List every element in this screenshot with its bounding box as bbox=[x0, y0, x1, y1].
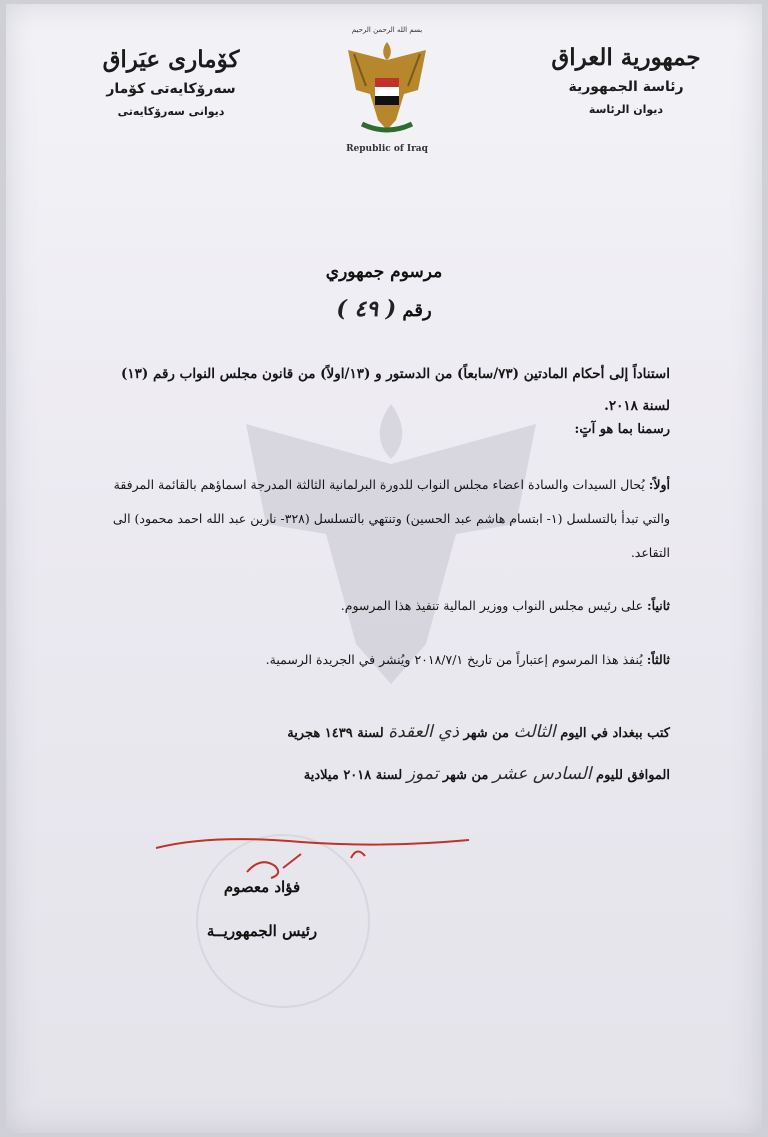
issued-year-hijri: لسنة ١٤٣٩ هجرية bbox=[287, 726, 384, 741]
legal-basis-paragraph: استناداً إلى أحكام المادتين (٧٣/سابعاً) من الدستور و (١٣/اولاً) من قانون مجلس النواب رقم (١٣) لسنة ٢٠١٨. bbox=[121, 366, 670, 414]
clause-first-label: أولاً: bbox=[648, 477, 670, 492]
document-page bbox=[6, 4, 762, 1133]
decree-intro: رسمنا بما هو آتٍ: bbox=[574, 422, 670, 437]
issued-year-gregorian: لسنة ٢٠١٨ ميلادية bbox=[303, 768, 403, 783]
signatory-name: فؤاد معصوم bbox=[223, 878, 301, 896]
signatory-title: رئيس الجمهوريــة bbox=[206, 922, 318, 940]
clause-second bbox=[100, 598, 670, 613]
decree-title: مرسوم جمهوري bbox=[325, 262, 443, 282]
clause-third-text: يُنفذ هذا المرسوم إعتباراً من تاريخ ٢٠١٨/٧/١ ويُنشر في الجريدة الرسمية. bbox=[265, 652, 643, 667]
country-name-arabic: جمهورية العراق bbox=[551, 44, 701, 71]
issued-month-gregorian: تموز bbox=[406, 764, 439, 784]
issued-day-hijri: الثالث bbox=[513, 722, 556, 742]
clause-first-text: يُحال السيدات والسادة اعضاء مجلس النواب للدورة البرلمانية الثالثة المدرجة اسماؤهم بالقائمة المرفقة والتي تبدأ بالتسلسل (١- ابتسام هاشم عبد الحسين) وتنتهي بالتسلسل (٣٢٨- نارين عبد الله احمد محمود) الى التقاعد. bbox=[112, 477, 670, 560]
decree-title-block bbox=[6, 262, 762, 322]
clause-second-text: على رئيس مجلس النواب ووزير المالية تنفيذ هذا المرسوم. bbox=[340, 598, 644, 613]
country-name-kurdish: كۆمارى عيَراق bbox=[102, 46, 240, 73]
issued-month-hijri: ذي العقدة bbox=[388, 722, 460, 742]
header-arabic bbox=[526, 44, 726, 116]
issued-day-gregorian: السادس عشر bbox=[492, 764, 592, 784]
decree-number bbox=[6, 296, 762, 322]
corresponding-month-label: من شهر bbox=[442, 768, 489, 783]
presidency-arabic: رئاسة الجمهورية bbox=[568, 79, 684, 95]
basmala: بسم الله الرحمن الرحيم bbox=[351, 26, 423, 34]
issued-date-hijri bbox=[100, 712, 670, 754]
emblem-caption: Republic of Iraq bbox=[346, 144, 428, 154]
issued-prefix: كتب ببغداد في اليوم bbox=[560, 726, 670, 741]
corresponding-prefix: الموافق لليوم bbox=[596, 768, 670, 783]
clause-second-label: ثانياً: bbox=[647, 598, 670, 613]
header-kurdish bbox=[66, 46, 276, 118]
office-kurdish: ديوانى سەرۆكايەتى bbox=[117, 105, 225, 118]
office-arabic: ديوان الرئاسة bbox=[588, 103, 664, 116]
decree-number-value: ( ٤٩ ) bbox=[336, 296, 397, 322]
issued-date-block bbox=[100, 712, 670, 796]
decree-number-label: رقم bbox=[402, 300, 432, 321]
iraq-emblem bbox=[332, 26, 442, 154]
issued-month-label: من شهر bbox=[463, 726, 510, 741]
eagle-emblem-icon bbox=[342, 38, 432, 138]
presidency-kurdish: سەرۆكايەتى كۆمار bbox=[106, 81, 236, 97]
issued-date-gregorian bbox=[100, 754, 670, 796]
clause-third-label: ثالثاً: bbox=[646, 652, 670, 667]
clause-third bbox=[100, 652, 670, 667]
clause-first bbox=[100, 468, 670, 570]
